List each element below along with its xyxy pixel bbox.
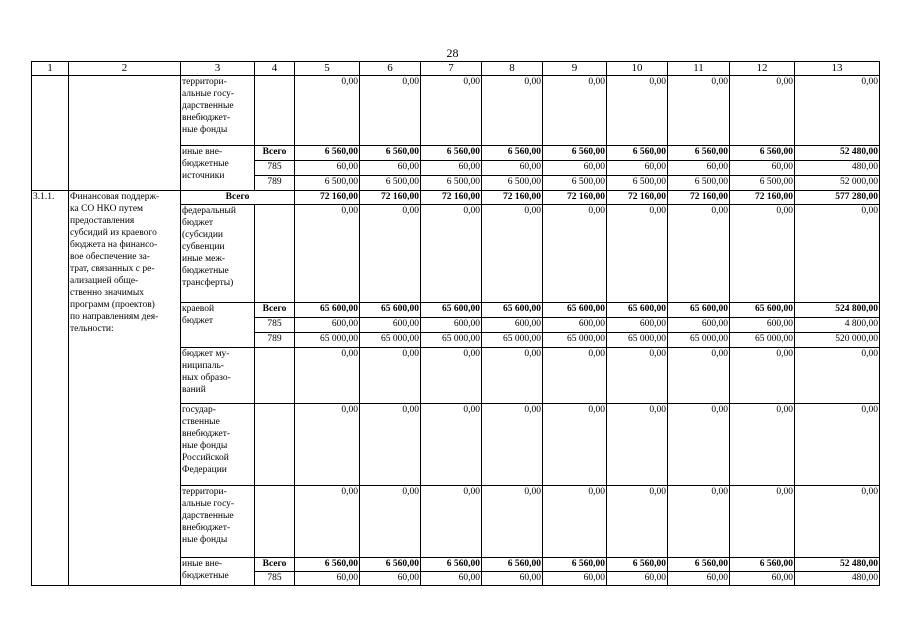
column-header: 4 bbox=[255, 62, 295, 76]
value-cell: 0,00 bbox=[360, 348, 421, 404]
value-cell: 0,00 bbox=[295, 76, 360, 146]
value-cell: 6 560,00 bbox=[607, 558, 668, 572]
column-header: 9 bbox=[543, 62, 607, 76]
value-cell: 65 600,00 bbox=[421, 303, 482, 318]
number-cell bbox=[32, 76, 69, 191]
value-cell: 72 160,00 bbox=[360, 191, 421, 205]
value-cell: 52 000,00 bbox=[795, 176, 880, 191]
value-cell: 6 500,00 bbox=[607, 176, 668, 191]
source-label: государ- ственные внебюджет- ные фонды Российской Федерации bbox=[181, 404, 255, 486]
item-title: Финансовая поддерж- ка СО НКО путем предоставления субсидий из краевого бюджета на финансо- вое обеспечение за- трат, связанных с ре- ализацией обще- ственно значимых программ (проектов) по направлениям дея- тельности: bbox=[69, 191, 181, 586]
value-cell: 0,00 bbox=[421, 404, 482, 486]
value-cell: 0,00 bbox=[295, 205, 360, 303]
value-cell: 0,00 bbox=[795, 348, 880, 404]
code-cell: Всего bbox=[255, 146, 295, 161]
value-cell: 6 560,00 bbox=[730, 146, 795, 161]
value-cell: 60,00 bbox=[482, 161, 543, 176]
value-cell: 0,00 bbox=[482, 348, 543, 404]
value-cell: 6 560,00 bbox=[668, 558, 730, 572]
value-cell: 0,00 bbox=[421, 205, 482, 303]
value-cell: 6 500,00 bbox=[668, 176, 730, 191]
value-cell: 600,00 bbox=[607, 318, 668, 333]
source-label: иные вне- бюджетные источники bbox=[181, 146, 255, 191]
value-cell: 6 500,00 bbox=[295, 176, 360, 191]
value-cell: 480,00 bbox=[795, 572, 880, 586]
value-cell: 0,00 bbox=[730, 205, 795, 303]
value-cell: 600,00 bbox=[730, 318, 795, 333]
value-cell: 0,00 bbox=[295, 348, 360, 404]
header-row bbox=[32, 62, 880, 76]
column-header: 7 bbox=[421, 62, 482, 76]
value-cell: 0,00 bbox=[607, 205, 668, 303]
column-header: 3 bbox=[181, 62, 255, 76]
value-cell: 6 560,00 bbox=[730, 558, 795, 572]
value-cell: 6 560,00 bbox=[295, 558, 360, 572]
value-cell: 0,00 bbox=[295, 486, 360, 558]
value-cell: 60,00 bbox=[360, 161, 421, 176]
value-cell: 6 560,00 bbox=[295, 146, 360, 161]
value-cell: 0,00 bbox=[668, 76, 730, 146]
value-cell: 52 480,00 bbox=[795, 146, 880, 161]
value-cell: 60,00 bbox=[295, 161, 360, 176]
value-cell: 0,00 bbox=[668, 348, 730, 404]
value-cell: 72 160,00 bbox=[421, 191, 482, 205]
value-cell: 6 500,00 bbox=[360, 176, 421, 191]
value-cell: 4 800,00 bbox=[795, 318, 880, 333]
value-cell: 600,00 bbox=[668, 318, 730, 333]
value-cell: 65 000,00 bbox=[421, 333, 482, 348]
value-cell: 0,00 bbox=[730, 486, 795, 558]
column-header: 12 bbox=[730, 62, 795, 76]
value-cell: 0,00 bbox=[482, 486, 543, 558]
source-label: краевой бюджет bbox=[181, 303, 255, 348]
value-cell: 60,00 bbox=[730, 572, 795, 586]
value-cell: 60,00 bbox=[360, 572, 421, 586]
column-header: 11 bbox=[668, 62, 730, 76]
title-cell bbox=[69, 76, 181, 191]
code-cell: 785 bbox=[255, 318, 295, 333]
value-cell: 577 280,00 bbox=[795, 191, 880, 205]
code-cell: 785 bbox=[255, 161, 295, 176]
value-cell: 0,00 bbox=[730, 348, 795, 404]
value-cell: 6 500,00 bbox=[482, 176, 543, 191]
value-cell: 60,00 bbox=[543, 572, 607, 586]
value-cell: 0,00 bbox=[668, 205, 730, 303]
value-cell: 0,00 bbox=[482, 404, 543, 486]
value-cell: 60,00 bbox=[607, 572, 668, 586]
value-cell: 72 160,00 bbox=[668, 191, 730, 205]
value-cell: 0,00 bbox=[607, 404, 668, 486]
value-cell: 72 160,00 bbox=[295, 191, 360, 205]
value-cell: 6 560,00 bbox=[360, 146, 421, 161]
value-cell: 65 600,00 bbox=[668, 303, 730, 318]
column-header: 13 bbox=[795, 62, 880, 76]
value-cell: 0,00 bbox=[607, 348, 668, 404]
column-header: 5 bbox=[295, 62, 360, 76]
value-cell: 52 480,00 bbox=[795, 558, 880, 572]
table-row bbox=[32, 76, 880, 146]
value-cell: 6 560,00 bbox=[360, 558, 421, 572]
value-cell: 0,00 bbox=[795, 486, 880, 558]
source-label: бюджет му- ниципаль- ных образо- ваний bbox=[181, 348, 255, 404]
value-cell: 65 000,00 bbox=[360, 333, 421, 348]
source-label: иные вне- бюджетные bbox=[181, 558, 255, 586]
value-cell: 65 000,00 bbox=[482, 333, 543, 348]
value-cell: 72 160,00 bbox=[543, 191, 607, 205]
value-cell: 6 500,00 bbox=[421, 176, 482, 191]
value-cell: 65 000,00 bbox=[607, 333, 668, 348]
value-cell: 65 000,00 bbox=[668, 333, 730, 348]
value-cell: 600,00 bbox=[421, 318, 482, 333]
value-cell: 6 500,00 bbox=[543, 176, 607, 191]
code-cell bbox=[255, 76, 295, 146]
value-cell: 480,00 bbox=[795, 161, 880, 176]
column-header: 10 bbox=[607, 62, 668, 76]
code-cell bbox=[255, 404, 295, 486]
value-cell: 65 600,00 bbox=[360, 303, 421, 318]
value-cell: 0,00 bbox=[795, 205, 880, 303]
page-number: 28 bbox=[446, 46, 459, 60]
code-cell: 789 bbox=[255, 333, 295, 348]
value-cell: 0,00 bbox=[482, 76, 543, 146]
column-header: 8 bbox=[482, 62, 543, 76]
value-cell: 72 160,00 bbox=[730, 191, 795, 205]
value-cell: 6 500,00 bbox=[730, 176, 795, 191]
column-header: 1 bbox=[32, 62, 69, 76]
source-label: территори- альные госу- дарственные внебюджет- ные фонды bbox=[181, 486, 255, 558]
value-cell: 60,00 bbox=[730, 161, 795, 176]
value-cell: 0,00 bbox=[607, 76, 668, 146]
value-cell: 0,00 bbox=[543, 76, 607, 146]
column-header: 2 bbox=[69, 62, 181, 76]
value-cell: 600,00 bbox=[482, 318, 543, 333]
value-cell: 0,00 bbox=[421, 76, 482, 146]
value-cell: 600,00 bbox=[360, 318, 421, 333]
value-cell: 6 560,00 bbox=[421, 146, 482, 161]
value-cell: 65 600,00 bbox=[295, 303, 360, 318]
value-cell: 6 560,00 bbox=[421, 558, 482, 572]
value-cell: 0,00 bbox=[543, 348, 607, 404]
value-cell: 0,00 bbox=[360, 76, 421, 146]
value-cell: 60,00 bbox=[668, 161, 730, 176]
value-cell: 65 600,00 bbox=[730, 303, 795, 318]
code-cell: Всего bbox=[255, 303, 295, 318]
value-cell: 60,00 bbox=[607, 161, 668, 176]
code-cell bbox=[255, 205, 295, 303]
item-number: 3.1.1. bbox=[32, 191, 69, 586]
table-row bbox=[32, 191, 880, 205]
value-cell: 0,00 bbox=[543, 205, 607, 303]
column-header: 6 bbox=[360, 62, 421, 76]
value-cell: 0,00 bbox=[421, 348, 482, 404]
value-cell: 0,00 bbox=[421, 486, 482, 558]
value-cell: 65 600,00 bbox=[482, 303, 543, 318]
value-cell: 60,00 bbox=[668, 572, 730, 586]
value-cell: 6 560,00 bbox=[482, 558, 543, 572]
value-cell: 524 800,00 bbox=[795, 303, 880, 318]
value-cell: 65 000,00 bbox=[295, 333, 360, 348]
value-cell: 60,00 bbox=[295, 572, 360, 586]
budget-table bbox=[31, 61, 880, 586]
value-cell: 6 560,00 bbox=[607, 146, 668, 161]
value-cell: 0,00 bbox=[360, 404, 421, 486]
value-cell: 60,00 bbox=[421, 572, 482, 586]
value-cell: 6 560,00 bbox=[482, 146, 543, 161]
total-label: Всего bbox=[181, 191, 295, 205]
value-cell: 600,00 bbox=[295, 318, 360, 333]
value-cell: 0,00 bbox=[543, 404, 607, 486]
value-cell: 0,00 bbox=[730, 404, 795, 486]
value-cell: 0,00 bbox=[295, 404, 360, 486]
value-cell: 0,00 bbox=[543, 486, 607, 558]
value-cell: 65 000,00 bbox=[543, 333, 607, 348]
value-cell: 72 160,00 bbox=[607, 191, 668, 205]
code-cell bbox=[255, 486, 295, 558]
code-cell bbox=[255, 348, 295, 404]
value-cell: 0,00 bbox=[482, 205, 543, 303]
value-cell: 60,00 bbox=[421, 161, 482, 176]
value-cell: 72 160,00 bbox=[482, 191, 543, 205]
value-cell: 0,00 bbox=[360, 486, 421, 558]
value-cell: 0,00 bbox=[607, 486, 668, 558]
value-cell: 520 000,00 bbox=[795, 333, 880, 348]
code-cell: Всего bbox=[255, 558, 295, 572]
value-cell: 60,00 bbox=[482, 572, 543, 586]
value-cell: 0,00 bbox=[730, 76, 795, 146]
value-cell: 6 560,00 bbox=[543, 558, 607, 572]
value-cell: 0,00 bbox=[795, 76, 880, 146]
source-label: территори- альные госу- дарственные внебюджет- ные фонды bbox=[181, 76, 255, 146]
value-cell: 6 560,00 bbox=[668, 146, 730, 161]
value-cell: 6 560,00 bbox=[543, 146, 607, 161]
value-cell: 65 600,00 bbox=[607, 303, 668, 318]
source-label: федеральный бюджет (субсидии субвенции иные меж- бюджетные трансферты) bbox=[181, 205, 255, 303]
value-cell: 0,00 bbox=[668, 486, 730, 558]
value-cell: 0,00 bbox=[795, 404, 880, 486]
value-cell: 60,00 bbox=[543, 161, 607, 176]
value-cell: 0,00 bbox=[668, 404, 730, 486]
value-cell: 0,00 bbox=[360, 205, 421, 303]
value-cell: 65 000,00 bbox=[730, 333, 795, 348]
value-cell: 65 600,00 bbox=[543, 303, 607, 318]
code-cell: 785 bbox=[255, 572, 295, 586]
value-cell: 600,00 bbox=[543, 318, 607, 333]
code-cell: 789 bbox=[255, 176, 295, 191]
